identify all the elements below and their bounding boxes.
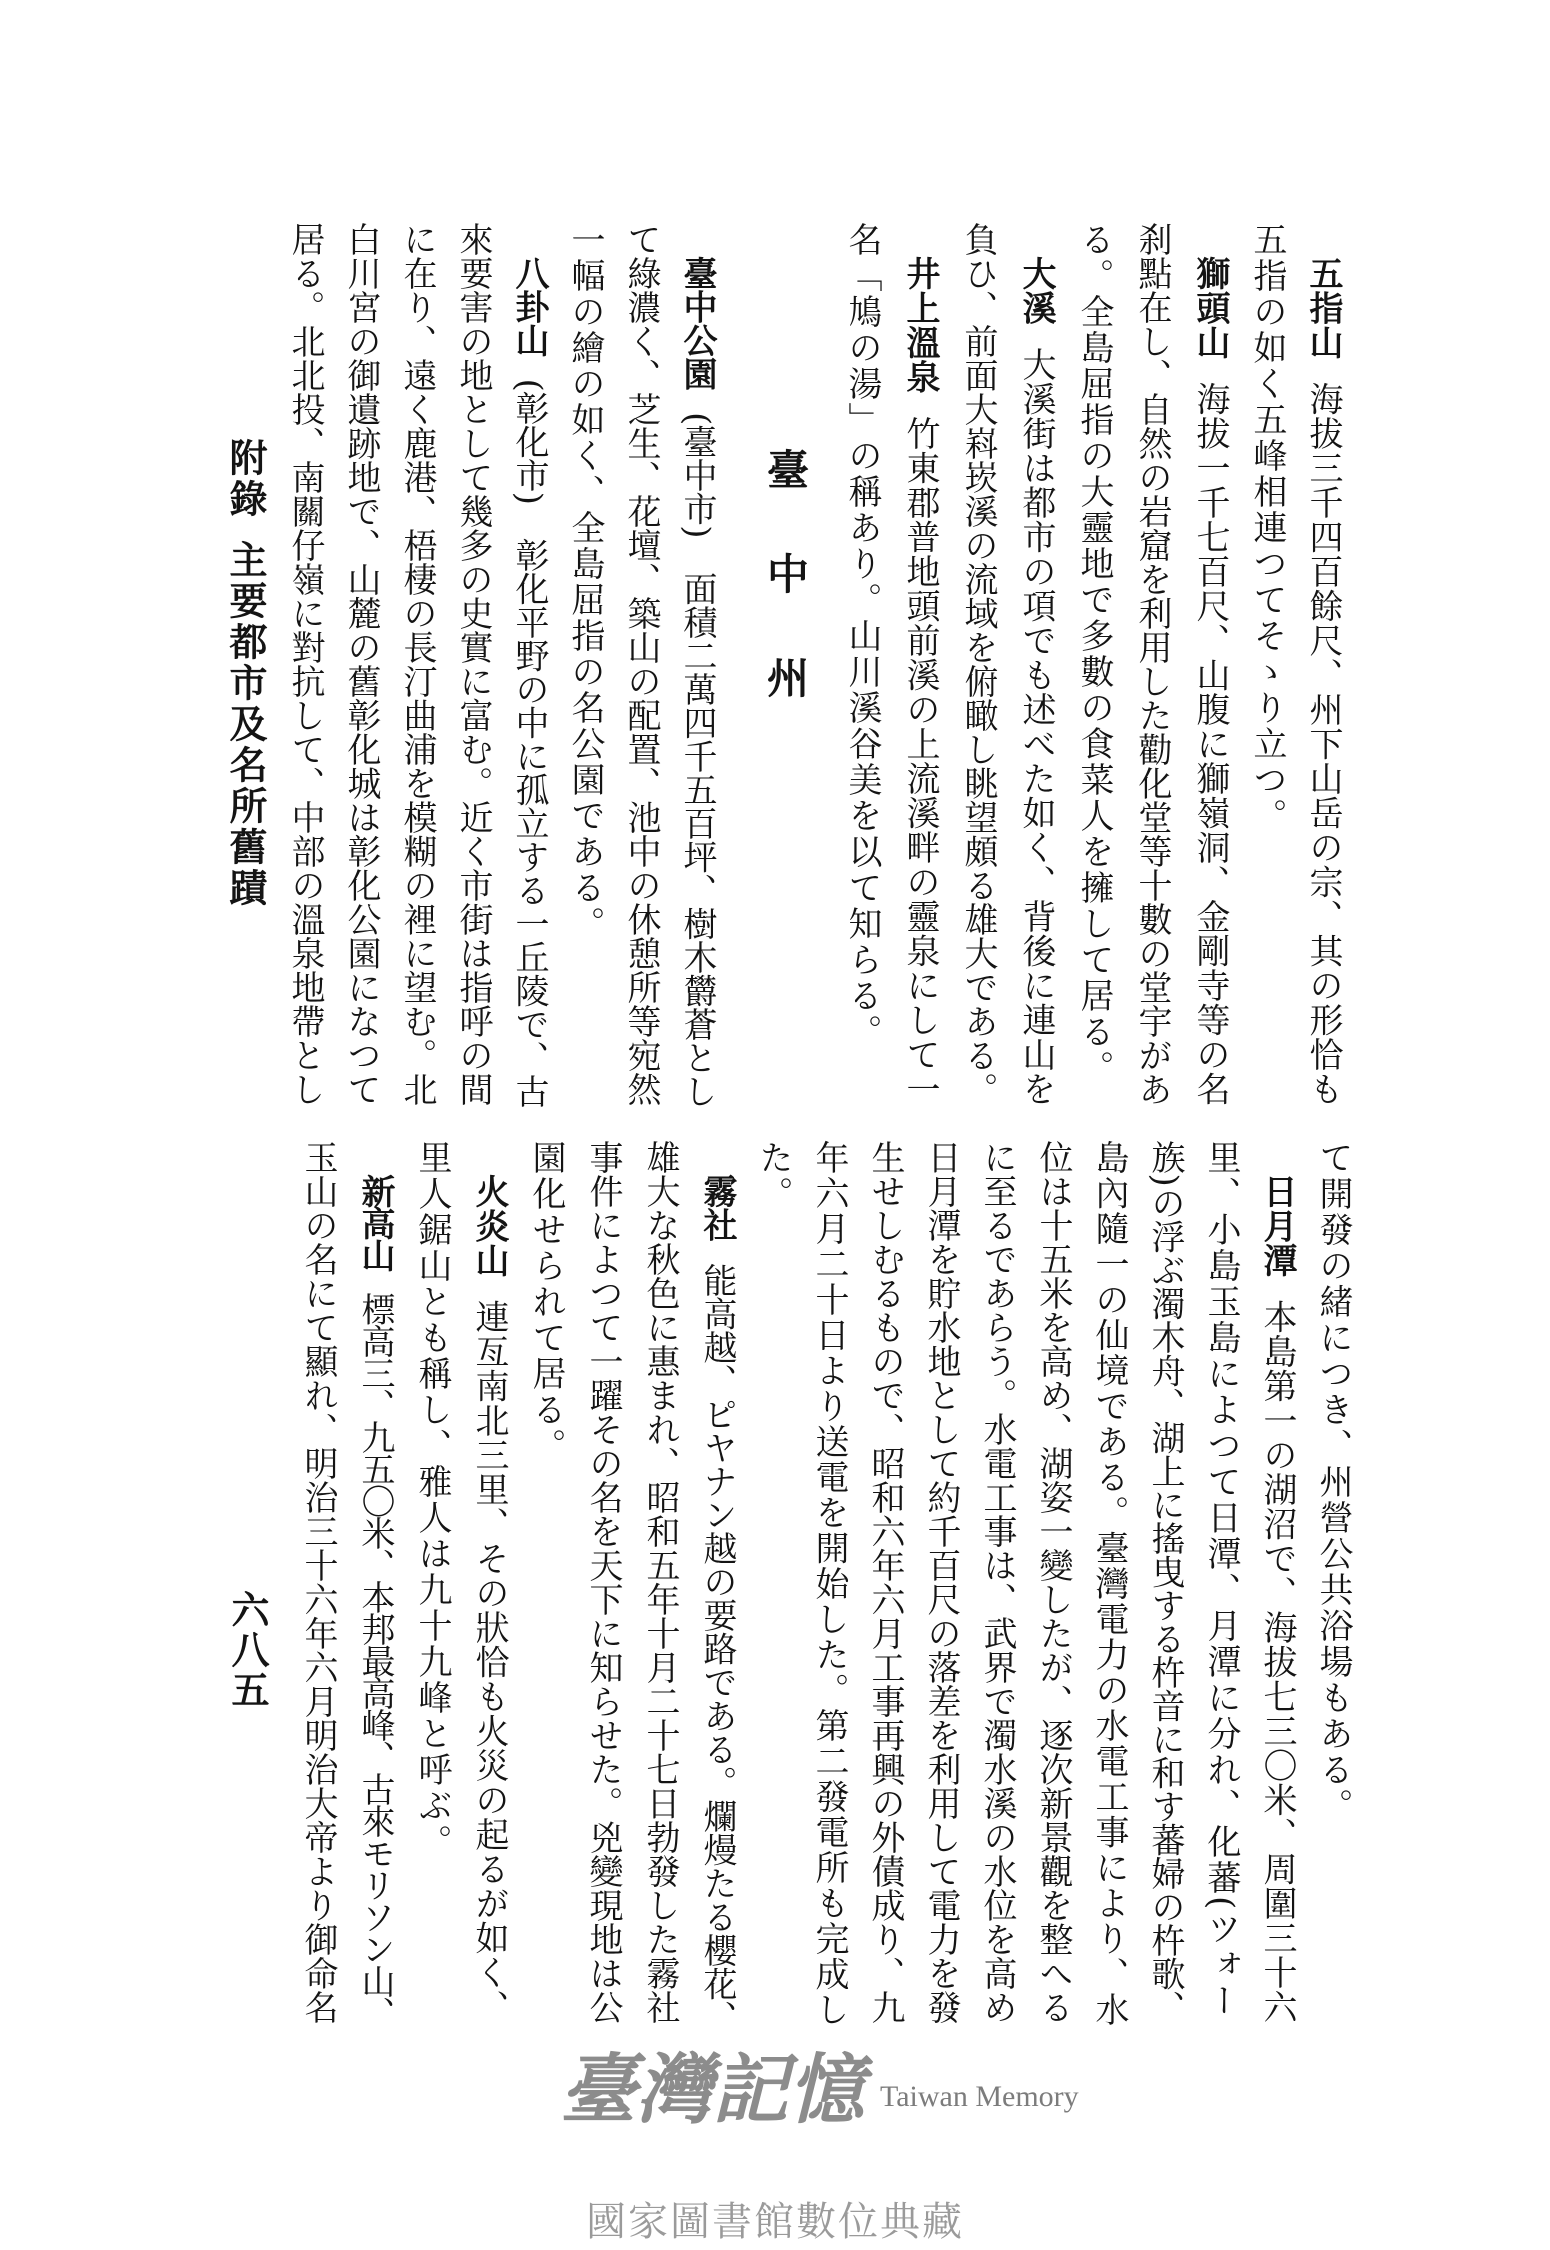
column-text: 海拔一千七百尺、山腹に獅嶺洞、金剛寺等の名 — [1190, 381, 1230, 1106]
entry-heading: 獅頭山 — [1190, 256, 1230, 360]
footer-credit: 國家圖書館數位典藏 — [586, 2199, 964, 2245]
page-number: 六八五 — [225, 1590, 270, 1710]
column-text: 生せしむるもので、昭和六年六月工事再興の外債成り、九 — [865, 1140, 905, 2024]
entry-heading: 新高山 — [355, 1174, 395, 1270]
lower-column — [751, 1140, 795, 1212]
entry-heading: 霧社 — [697, 1174, 737, 1241]
column-text: た。 — [753, 1140, 793, 1212]
lower-column — [581, 1140, 625, 2024]
running-head-section: 附錄 — [223, 438, 268, 520]
column-text: 能高越、ピヤナン越の要路である。爛熳たる櫻花、 — [697, 1263, 737, 2034]
column-text: 名「鳩の湯」の稱あり。山川溪谷美を以て知らる。 — [842, 222, 882, 1050]
lower-column — [1199, 1140, 1243, 2019]
lower-column — [296, 1140, 340, 2024]
lower-column — [1255, 1174, 1299, 2024]
column-text: 五指の如く五峰相連つてそゝり立つ。 — [1247, 222, 1287, 834]
entry-heading: 火炎山 — [469, 1174, 509, 1278]
lower-column — [353, 1174, 397, 2028]
watermark-subtitle: Taiwan Memory — [880, 2080, 1079, 2113]
entry-heading: 井上溫泉 — [900, 256, 940, 394]
column-text: 島內隨一の仙境である。臺灣電力の水電工事により、水 — [1089, 1140, 1129, 2028]
lower-column — [975, 1140, 1019, 2024]
column-text: (彰化市) 彰化平野の中に孤立する一丘陵で、古 — [509, 378, 549, 1108]
upper-column — [1188, 256, 1232, 1106]
upper-column — [898, 256, 942, 1106]
column-text: 位は十五米を高め、湖姿一變したが、逐次新景觀を整へる — [1033, 1140, 1073, 2024]
column-text: 族)の浮ぶ濁木舟、湖上に搖曳する杵音に和す蕃婦の杵歌、 — [1145, 1140, 1185, 2024]
column-text: 海拔三千四百餘尺、州下山岳の宗、其の形恰も — [1303, 381, 1343, 1106]
lower-column — [467, 1174, 511, 2024]
column-text: 事件によつて一躍その名を天下に知らせた。兇變現地は公 — [583, 1140, 623, 2024]
column-text: 連亙南北三里、その狀恰も火災の起るが如く、 — [469, 1299, 509, 2024]
lower-column — [410, 1140, 454, 1860]
lower-column — [807, 1140, 851, 2028]
entry-heading: 日月潭 — [1257, 1174, 1297, 1278]
upper-column — [1130, 222, 1174, 1106]
column-text: に至るであらう。水電工事は、武界で濁水溪の水位を高め — [977, 1140, 1017, 2024]
entry-heading: 八卦山 — [509, 256, 549, 357]
entry-heading: 大溪 — [1016, 256, 1056, 325]
watermark — [560, 2045, 1079, 2180]
column-text: 白川宮の御遺跡地で、山麓の舊彰化城は彰化公園になつて — [341, 222, 381, 1106]
upper-column — [283, 222, 327, 1106]
upper-column — [339, 222, 383, 1106]
running-head-title: 主要都市及名所舊蹟 — [223, 540, 268, 909]
column-text: 本島第一の湖沼で、海拔七三〇米、周圍三十六 — [1257, 1299, 1297, 2024]
column-text: 日月潭を貯水地として約千百尺の落差を利用して電力を發 — [921, 1140, 961, 2024]
upper-column — [1245, 222, 1289, 834]
column-text: 居る。北北投、南關仔嶺に對抗して、中部の溫泉地帶とし — [285, 222, 325, 1106]
column-text: 刹點在し、自然の岩窟を利用した勸化堂等十數の堂宇があ — [1132, 222, 1172, 1106]
upper-column — [1014, 256, 1058, 1106]
lower-column — [1087, 1140, 1131, 2028]
column-text: 一幅の繪の如く、全島屈指の名公園である。 — [565, 222, 605, 942]
lower-column — [919, 1140, 963, 2024]
column-text: 來要害の地として幾多の史實に富む。近く市街は指呼の間 — [453, 222, 493, 1106]
lower-column — [524, 1140, 568, 1464]
column-text: る。全島屈指の大靈地で多數の食菜人を擁して居る。 — [1074, 222, 1114, 1086]
upper-column — [563, 222, 607, 942]
upper-column — [507, 256, 551, 1108]
column-text: て綠濃く、芝生、花壇、築山の配置、池中の休憩所等宛然 — [621, 222, 661, 1106]
lower-column — [1143, 1140, 1187, 2024]
column-text: (臺中市) 面積二萬四千五百坪、樹木欝蒼とし — [677, 412, 717, 1108]
upper-column — [675, 256, 719, 1108]
upper-column — [451, 222, 495, 1106]
upper-column — [840, 222, 884, 1050]
column-text: 雄大な秋色に惠まれ、昭和五年十月二十七日勃發した霧社 — [640, 1140, 680, 2024]
upper-column — [395, 222, 439, 1106]
lower-column — [863, 1140, 907, 2024]
column-text: 園化せられて居る。 — [526, 1140, 566, 1464]
upper-column — [956, 222, 1000, 1106]
lower-column — [695, 1174, 739, 2034]
entry-heading: 臺中公園 — [677, 256, 717, 390]
column-text: 玉山の名にて顯れ、明治三十六年六月明治大帝より御命名 — [298, 1140, 338, 2024]
lower-column — [1031, 1140, 1075, 2024]
section-heading: 臺中州 — [761, 448, 810, 760]
column-text: 竹東郡普地頭前溪の上流溪畔の靈泉にして一 — [900, 416, 940, 1106]
column-text: 負ひ、前面大嵙崁溪の流域を俯瞰し眺望頗る雄大である。 — [958, 222, 998, 1106]
column-text: 年六月二十日より送電を開始した。第二發電所も完成し — [809, 1140, 849, 2028]
column-text: 里人鋸山とも稱し、雅人は九十九峰と呼ぶ。 — [412, 1140, 452, 1860]
column-text: 大溪街は都市の項でも述べた如く、背後に連山を — [1016, 347, 1056, 1106]
column-text: て開發の緒につき、州營公共浴場もある。 — [1313, 1140, 1353, 1824]
upper-column — [1072, 222, 1116, 1086]
entry-heading: 五指山 — [1303, 256, 1343, 360]
column-text: 標高三、九五〇米、本邦最高峰、古來モリソン山、 — [355, 1292, 395, 2028]
watermark-logo-text: 臺灣記憶 — [560, 2045, 864, 2134]
column-text: 里、小島玉島によつて日潭、月潭に分れ、化蕃(ツォー — [1201, 1140, 1241, 2020]
lower-column — [1311, 1140, 1355, 1824]
lower-column — [638, 1140, 682, 2024]
upper-column — [1301, 256, 1345, 1106]
column-text: に在り、遠く鹿港、梧棲の長汀曲浦を模糊の裡に望む。北 — [397, 222, 437, 1106]
upper-column — [619, 222, 663, 1106]
